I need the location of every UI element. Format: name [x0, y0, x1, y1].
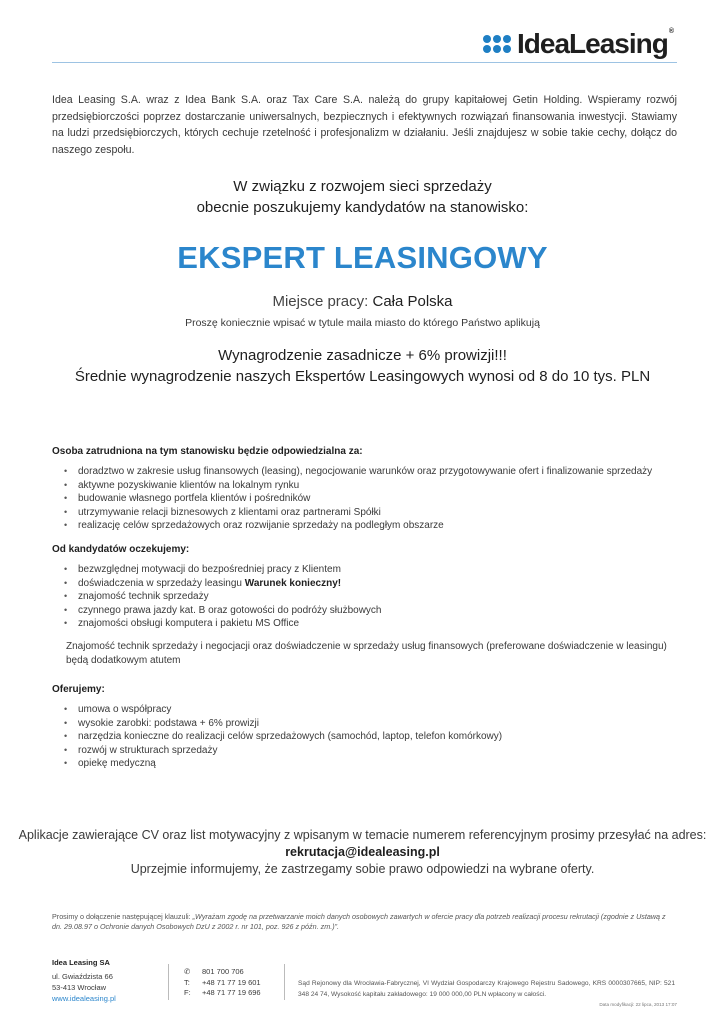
- footer-fax: +48 71 77 19 696: [202, 988, 261, 997]
- clause-prefix: Prosimy o dołączenie następującej klauzuli:: [52, 912, 193, 921]
- offer-title: Oferujemy:: [52, 684, 105, 695]
- header-divider: [52, 62, 677, 63]
- logo-text-leasing: Leasing: [569, 28, 668, 59]
- list-item: • opiekę medyczną: [52, 757, 682, 771]
- list-item: • wysokie zarobki: podstawa + 6% prowizji: [52, 717, 682, 731]
- list-item: • doradztwo w zakresie usług finansowych (leasing), negocjowanie warunków oraz przygotowywanie ofert i finalizowanie sprzedaży: [52, 465, 682, 479]
- phone-icon: ✆: [184, 967, 191, 976]
- work-place-value: Cała Polska: [372, 293, 453, 310]
- application-info: [0, 827, 725, 878]
- footer-legal-info: Sąd Rejonowy dla Wrocławia-Fabrycznej, VI Wydział Gospodarczy Krajowego Rejestru Sadowego, KRS 0000307665, NIP: 521 348 24 74, Wysokość kapitału zakładowego: 19 000 000,00 PLN wpłacony w całości.: [298, 980, 675, 998]
- responsibilities-title: Osoba zatrudniona na tym stanowisku będzie odpowiedzialna za:: [52, 446, 363, 457]
- requirement-text: doświadczenia w sprzedaży leasingu: [78, 577, 245, 589]
- footer-tel: +48 71 77 19 601: [202, 977, 261, 987]
- list-item: • budowanie własnego portfela klientów i pośredników: [52, 492, 682, 506]
- apply-disclaimer: Uprzejmie informujemy, że zastrzegamy sobie prawo odpowiedzi na wybrane oferty.: [130, 862, 595, 876]
- clause-text: „Wyrażam zgodę na przetwarzanie moich danych osobowych zawartych w ofercie pracy dla potrzeb realizacji procesu rekrutacji (zgodnie z Ustawą z dn. 29.08.97 o Ochronie danych Osobowych DzU z 2002 r. nr 101, poz. 926 z późn. zm.)”.: [52, 912, 666, 931]
- salary-line-2: Średnie wynagrodzenie naszych Ekspertów Leasingowych wynosi od 8 do 10 tys. PLN: [74, 368, 651, 385]
- job-title: EKSPERT LEASINGOWY: [177, 240, 548, 275]
- list-item: • czynnego prawa jazdy kat. B oraz gotowości do podróży służbowych: [52, 604, 682, 618]
- apply-instructions: Aplikacje zawierające CV oraz list motywacyjny z wpisanym w temacie numerem referencyjnym prosimy przesyłać na adres:: [18, 828, 707, 842]
- responsibilities-section: [52, 446, 682, 533]
- list-item: • bezwzględnej motywacji do bezpośredniej pracy z Klientem: [52, 563, 682, 577]
- requirements-list: [52, 563, 682, 631]
- salary-line-1: Wynagrodzenie zasadnicze + 6% prowizji!!!: [218, 347, 507, 364]
- footer-divider: [284, 964, 285, 1000]
- offer-list: [52, 703, 682, 771]
- lead-line-1: W związku z rozwojem sieci sprzedaży: [233, 178, 492, 195]
- footer-fax-row: [184, 988, 261, 999]
- list-item: • znajomości obsługi komputera i pakietu MS Office: [52, 617, 682, 631]
- requirements-title: Od kandydatów oczekujemy:: [52, 544, 190, 555]
- footer-divider: [168, 964, 169, 1000]
- recruitment-email-link[interactable]: rekrutacja@idealeasing.pl: [285, 845, 440, 859]
- logo-registered-mark: ®: [668, 28, 673, 35]
- footer-contact: [184, 967, 261, 999]
- list-item: • narzędzia konieczne do realizacji celów sprzedażowych (samochód, laptop, telefon komórkowy): [52, 730, 682, 744]
- city-note: Proszę koniecznie wpisać w tytule maila miasto do którego Państwo aplikują: [185, 317, 540, 329]
- modification-date: Data modyfikacji: 22 lipca, 2013 17:07: [599, 1002, 677, 1007]
- footer-company-name: Idea Leasing SA: [52, 958, 110, 967]
- list-item: • znajomość technik sprzedaży: [52, 590, 682, 604]
- footer-tel-row: [184, 978, 261, 989]
- list-item: • rozwój w strukturach sprzedaży: [52, 744, 682, 758]
- work-place: [0, 293, 725, 310]
- footer-street: ul. Gwiaździsta 66: [52, 972, 113, 981]
- footer-website-link[interactable]: www.idealeasing.pl: [52, 994, 116, 1003]
- responsibilities-list: [52, 465, 682, 533]
- tel-label: T:: [184, 977, 190, 987]
- fax-label: F:: [184, 988, 191, 997]
- idea-leasing-logo: [483, 28, 673, 60]
- privacy-clause: [52, 912, 677, 932]
- footer-phone: 801 700 706: [202, 967, 244, 976]
- requirements-section: [52, 544, 682, 631]
- company-intro: Idea Leasing S.A. wraz z Idea Bank S.A. oraz Tax Care S.A. należą do grupy kapitałowej Getin Holding. Wspieramy rozwój przedsiębiorczości poprzez dostarczanie uniwersalnych, bezpiecznych i efektywnych rozwiązań finansowania inwestycji. Stawiamy na ludzi przedsiębiorczych, których cechuje rzetelność i profesjonalizm w działaniu. Jeśli znajdujesz w sobie takie cechy, dołącz do naszego zespołu.: [52, 94, 677, 156]
- offer-section: [52, 684, 682, 771]
- logo-text-idea: Idea: [516, 28, 570, 59]
- requirement-mandatory: Warunek konieczny!: [244, 577, 342, 589]
- lead-text: [0, 176, 725, 218]
- list-item: • realizację celów sprzedażowych oraz rozwijanie sprzedaży na podległym obszarze: [52, 519, 682, 533]
- list-item: [52, 577, 682, 591]
- logo-wordmark: [517, 28, 673, 60]
- list-item: • umowa o współpracy: [52, 703, 682, 717]
- work-place-label: Miejsce pracy:: [272, 293, 373, 310]
- footer-city: 53-413 Wrocław: [52, 983, 107, 992]
- lead-line-2: obecnie poszukujemy kandydatów na stanowisko:: [196, 199, 529, 216]
- footer-phone-row: [184, 967, 261, 978]
- footer-address: [52, 957, 116, 1004]
- additional-asset-note: Znajomość technik sprzedaży i negocjacji oraz doświadczenie w sprzedaży usług finansowych (preferowane doświadczenie w leasingu) będą dodatkowym atutem: [66, 641, 667, 666]
- list-item: • utrzymywanie relacji biznesowych z klientami oraz partnerami Spółki: [52, 506, 682, 520]
- list-item: • aktywne pozyskiwanie klientów na lokalnym rynku: [52, 479, 682, 493]
- salary-info: [0, 345, 725, 387]
- logo-dots-icon: [483, 35, 511, 53]
